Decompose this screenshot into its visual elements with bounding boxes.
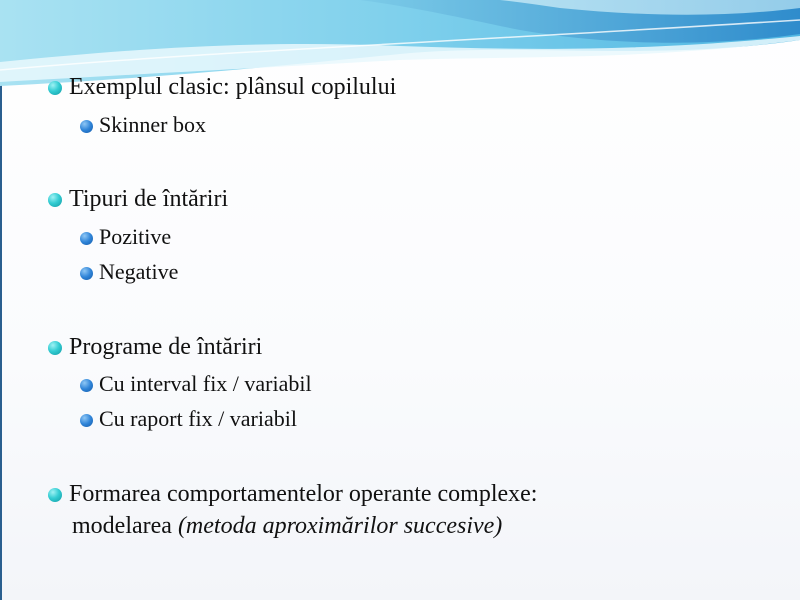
bullet-text: Exemplul clasic: plânsul copilului bbox=[69, 74, 397, 100]
teal-sphere-bullet-icon bbox=[48, 341, 62, 355]
blue-sphere-bullet-icon bbox=[80, 379, 93, 392]
blue-sphere-bullet-icon bbox=[80, 267, 93, 280]
blue-sphere-bullet-icon bbox=[80, 232, 93, 245]
bullet-item-level2 bbox=[80, 371, 312, 397]
blue-sphere-bullet-icon bbox=[80, 120, 93, 133]
bullet-text: Skinner box bbox=[99, 112, 206, 137]
continuation-text: modelarea bbox=[72, 513, 172, 539]
bullet-text: Cu raport fix / variabil bbox=[99, 406, 297, 431]
bullet-text: Pozitive bbox=[99, 224, 172, 249]
bullet-text: Formarea comportamentelor operante complexe: bbox=[69, 481, 538, 507]
teal-sphere-bullet-icon bbox=[48, 488, 62, 502]
bullet-item-level2 bbox=[80, 112, 206, 138]
bullet-item-level2 bbox=[80, 406, 297, 432]
bullet-text: Programe de întăriri bbox=[69, 334, 263, 360]
bullet-item-level1 bbox=[48, 186, 228, 213]
bullet-item-level1 bbox=[48, 74, 396, 101]
bullet-item-level2 bbox=[80, 259, 178, 285]
teal-sphere-bullet-icon bbox=[48, 193, 62, 207]
bullet-text: Tipuri de întăriri bbox=[69, 186, 229, 212]
bullet-item-level1 bbox=[48, 334, 262, 361]
blue-sphere-bullet-icon bbox=[80, 414, 93, 427]
bullet-text: Cu interval fix / variabil bbox=[99, 371, 312, 396]
bullet-item-level2 bbox=[80, 224, 171, 250]
teal-sphere-bullet-icon bbox=[48, 81, 62, 95]
continuation-italic-text: (metoda aproximărilor succesive) bbox=[177, 513, 503, 539]
bullet-continuation-line bbox=[72, 513, 502, 540]
bullet-text: Negative bbox=[99, 259, 179, 284]
bullet-item-level1 bbox=[48, 481, 537, 508]
